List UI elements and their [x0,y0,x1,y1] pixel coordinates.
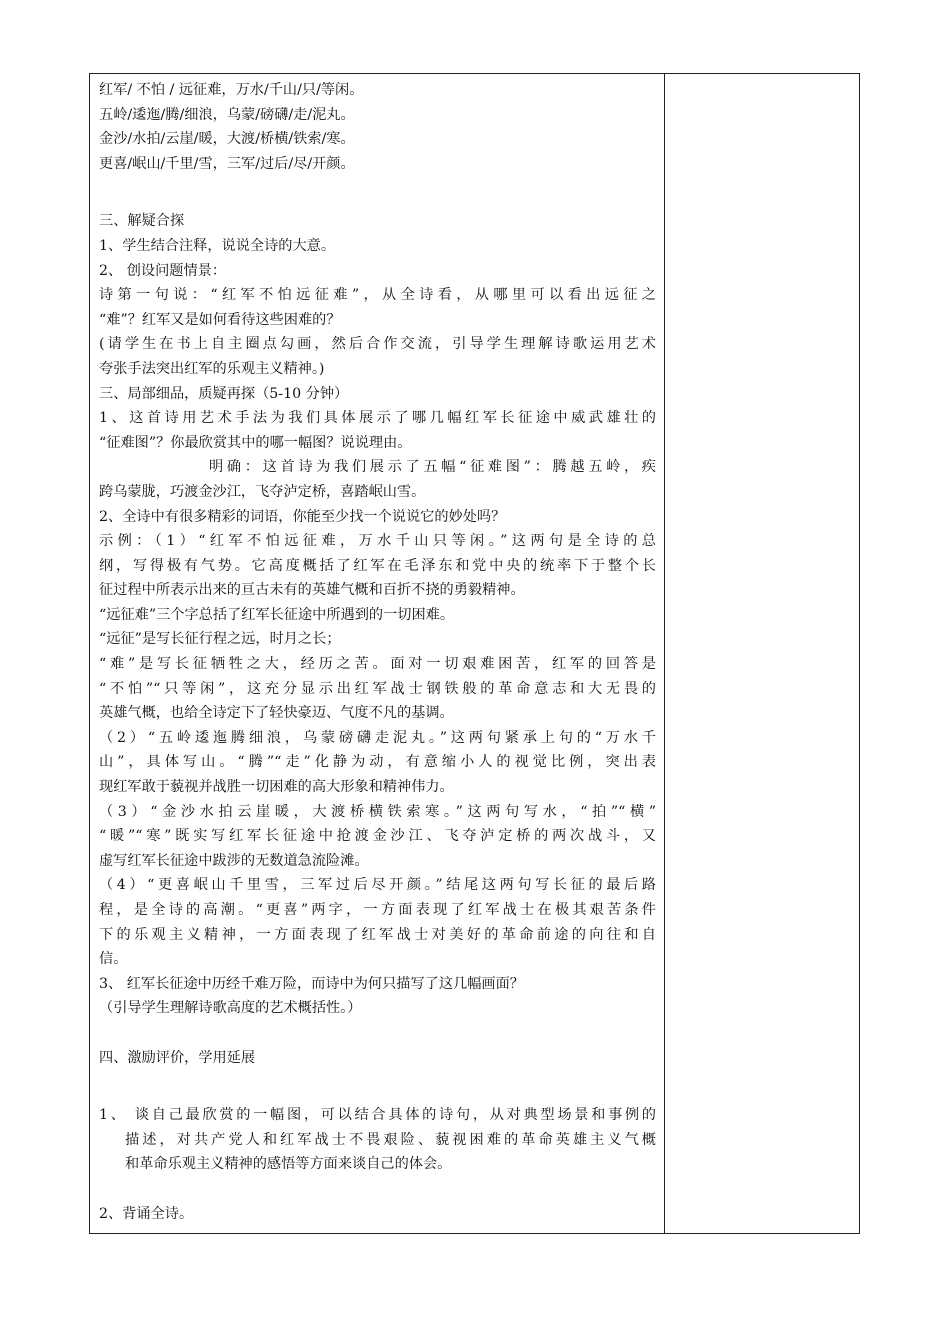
example-line: 虚写红军长征途中跋涉的无数道急流险滩。 [99,852,369,869]
poem-line: 五岭/逶迤/腾/细浪，乌蒙/磅礴/走/泥丸。 [99,106,355,123]
example-line: 示例：（1）“红军不怕远征难，万水千山只等闲。”这两句是全诗的总 [99,533,656,550]
section-heading: 四、激励评价，学用延展 [99,1049,256,1066]
list-item: 2、背诵全诗。 [99,1205,194,1222]
example-line: 山”，具体写山。“腾”“走”化静为动，有意缩小人的视觉比例，突出表 [99,754,656,771]
example-line: 纲，写得极有气势。它高度概括了红军在毛泽东和党中央的统率下于整个长 [99,557,656,574]
spacer [99,176,656,209]
list-item: 2、 创设问题情景： [99,262,227,279]
paragraph-line: “征难图”？你最欣赏其中的哪一幅图？说说理由。 [99,434,412,451]
list-item-continued: 和革命乐观主义精神的感悟等方面来谈自己的体会。 [125,1156,452,1173]
list-item: 3、 红军长征途中历经千难万险，而诗中为何只描写了这几幅画面？ [99,975,524,992]
example-line: “暖”“寒”既实写红军长征途中抢渡金沙江、飞夺泸定桥的两次战斗，又 [99,828,656,845]
example-line: “不怕”“只等闲”，这充分显示出红军战士钢铁般的革命意志和大无畏的 [99,680,656,697]
example-line: 信。 [99,951,128,968]
example-line: （2）“五岭逶迤腾细浪，乌蒙磅礴走泥丸。”这两句紧承上句的“万水千 [99,729,656,746]
list-item: 1、 谈自己最欣赏的一幅图，可以结合具体的诗句，从对典型场景和事例的 [99,1107,656,1124]
poem-line: 更喜/岷山/千里/雪，三军/过后/尽/开颜。 [99,155,355,172]
paragraph-line: 诗第一句说：“红军不怕远征难”，从全诗看，从哪里可以看出远征之 [99,287,656,304]
spacer [99,1021,656,1046]
example-line: 英雄气概，也给全诗定下了轻快豪迈、气度不凡的基调。 [99,705,454,722]
example-line: （4）“更喜岷山千里雪，三军过后尽开颜。”结尾这两句写长征的最后路 [99,877,656,894]
paragraph-line: 夸张手法突出红军的乐观主义精神。) [99,360,325,377]
poem-line: 金沙/水拍/云崖/暖，大渡/桥横/铁索/寒。 [99,131,355,148]
answer-line: 明确：这首诗为我们展示了五幅“征难图”：腾越五岭，疾 [209,459,656,476]
paragraph-line: (请学生在书上自主圈点勾画，然后合作交流，引导学生理解诗歌运用艺术 [99,336,656,353]
list-item: 1、学生结合注释，说说全诗的大意。 [99,237,336,254]
example-line: “远征难”三个字总括了红军长征途中所遇到的一切困难。 [99,606,455,623]
spacer [99,1177,656,1202]
spacer [99,1070,656,1103]
main-content-cell [90,74,664,1233]
example-line: “远征”是写长征行程之远，时月之长； [99,631,341,648]
lesson-table [89,73,860,1234]
example-line: 征过程中所表示出来的亘古未有的英雄气概和百折不挠的勇毅精神。 [99,582,525,599]
section-heading: 三、局部细品，质疑再探（5-10 分钟） [99,385,349,402]
example-line: 下的乐观主义精神，一方面表现了红军战士对美好的革命前途的向往和自 [99,926,656,943]
paragraph-line: “难”？红军又是如何看待这些困难的？ [99,311,341,328]
notes-cell [665,74,859,1233]
section-heading: 三、解疑合探 [99,213,185,230]
poem-line: 红军/ 不怕 / 远征难，万水/千山/只/等闲。 [99,82,364,98]
example-line: “难”是写长征牺牲之大，经历之苦。面对一切艰难困苦，红军的回答是 [99,656,656,673]
paragraph-line: （引导学生理解诗歌高度的艺术概括性。） [99,1000,362,1017]
answer-line: 跨乌蒙胧，巧渡金沙江，飞夺泸定桥，喜踏岷山雪。 [99,483,426,500]
list-item-continued: 描述，对共产党人和红军战士不畏艰险、藐视困难的革命英雄主义气概 [125,1131,656,1148]
paragraph-line: 1、这首诗用艺术手法为我们具体展示了哪几幅红军长征途中威武雄壮的 [99,410,656,427]
example-line: （3）“金沙水拍云崖暖，大渡桥横铁索寒。”这两句写水，“拍”“横” [99,803,656,820]
list-item: 2、全诗中有很多精彩的词语，你能至少找一个说说它的妙处吗？ [99,508,506,525]
example-line: 程，是全诗的高潮。“更喜”两字，一方面表现了红军战士在极其艰苦条件 [99,902,656,918]
example-line: 现红军敢于藐视并战胜一切困难的高大形象和精神伟力。 [99,779,454,796]
